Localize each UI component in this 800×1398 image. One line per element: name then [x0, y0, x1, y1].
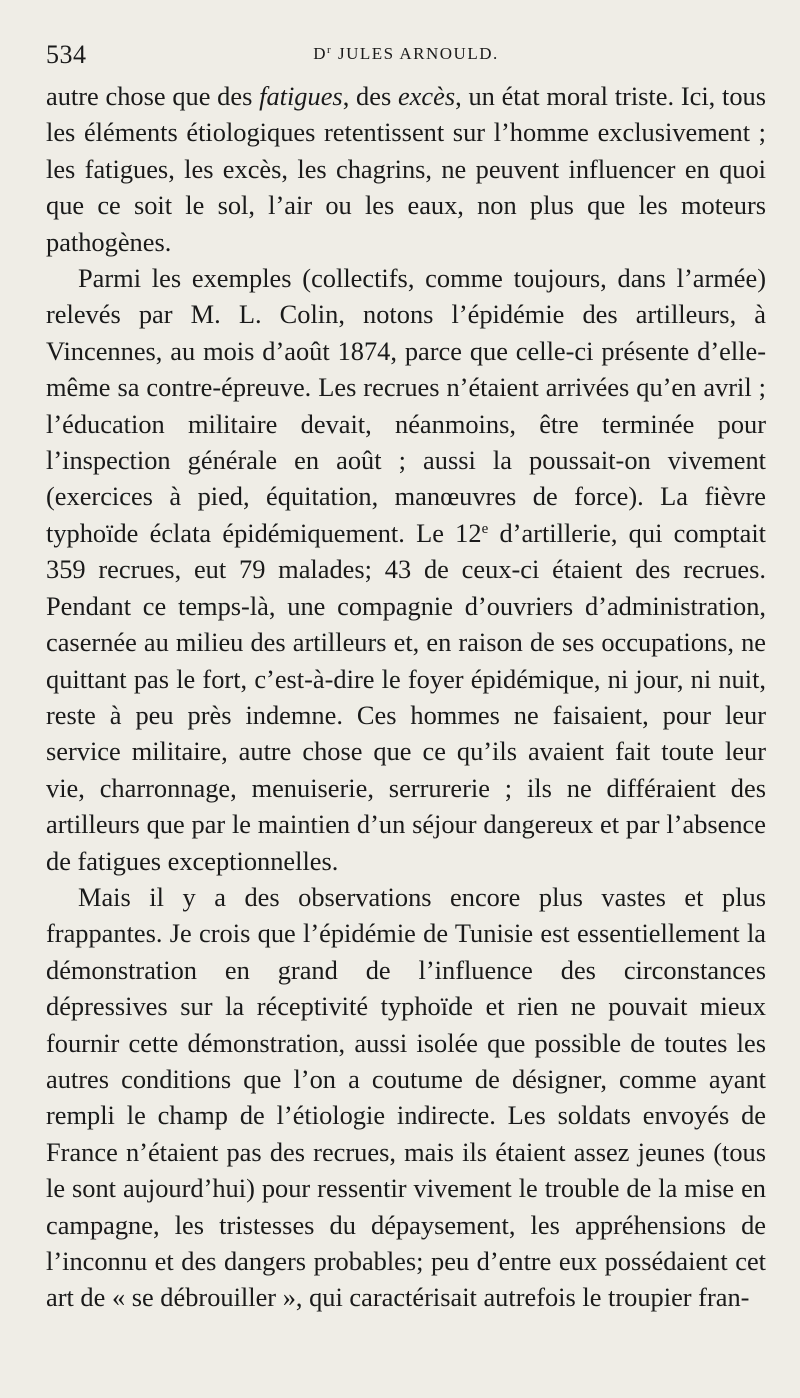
paragraph: [46, 879, 766, 1316]
emphasis-text: fatigues: [259, 81, 343, 111]
text-run: autre chose que des: [46, 81, 260, 111]
paragraph: [46, 78, 766, 260]
page-header: [46, 32, 766, 78]
text-run: d’artillerie, qui comptait 359 recrues, eut 79 malades; 43 de ceux-ci étaient des recrues. Pendant ce temps-là, une compagnie d’ouvriers d’administration, casernée au milieu des artilleurs et, en raison de ses occupations, ne quittant pas le fort, c’est-à-dire le foyer épidémique, ni jour, ni nuit, reste à peu près indemne. Ces hommes ne faisaient, pour leur service militaire, autre chose que ce qu’ils avaient fait toute leur vie, charronnage, menuiserie, serrurerie ; ils ne différaient des artilleurs que par le maintien d’un séjour dangereux et par l’absence de fatigues exceptionnelles.: [46, 517, 766, 876]
superscript-text: e: [481, 520, 489, 537]
text-run: Mais il y a des observations encore plus vastes et plus frappantes. Je crois que l’épidémie de Tunisie est essentiellement la démonstration en grand de l’influence des circonstances dépressives sur la réceptivité typhoïde et rien ne pouvait mieux fournir cette démonstration, aussi isolée que possible de toutes les autres conditions que l’on a coutume de désigner, comme ayant rempli le champ de l’étiologie indirecte. Les soldats envoyés de France n’étaient pas des recrues, mais ils étaient assez jeunes (tous le sont aujourd’hui) pour ressentir vivement le trouble de la mise en campagne, les tristesses du dépaysement, les appréhensions de l’inconnu et des dangers probables; peu d’entre eux possédaient cet art de « se débrouiller », qui caractérisait autrefois le troupier fran-: [46, 881, 766, 1313]
emphasis-text: excès: [397, 81, 456, 111]
running-head: [46, 44, 766, 64]
author-prefix: D: [313, 44, 328, 63]
page-number: 534: [46, 40, 87, 69]
text-run: , un état moral triste. Ici, tous les éléments étiologiques retentissent sur l’homme exclusivement ; les fatigues, les excès, les chagrins, ne peuvent influencer en quoi que ce soit le sol, l’air ou les eaux, non plus que les moteurs pathogènes.: [46, 81, 766, 257]
author-name: JULES ARNOULD.: [337, 44, 499, 63]
text-run: Parmi les exemples (collectifs, comme toujours, dans l’armée) relevés par M. L. Colin, notons l’épidémie des artilleurs, à Vincennes, au mois d’août 1874, parce que celle-ci présente d’elle-même sa contre-épreuve. Les recrues n’étaient arrivées qu’en avril ; l’éducation militaire devait, néanmoins, être terminée pour l’inspection générale en août ; aussi la poussait-on vivement (exercices à pied, équitation, manœuvres de force). La fièvre typhoïde éclata épidémiquement. Le 12: [46, 263, 766, 548]
paragraph: [46, 260, 766, 879]
author-prefix-sup: r: [327, 44, 333, 56]
text-run: , des: [342, 81, 398, 111]
body-text: [46, 78, 766, 1316]
